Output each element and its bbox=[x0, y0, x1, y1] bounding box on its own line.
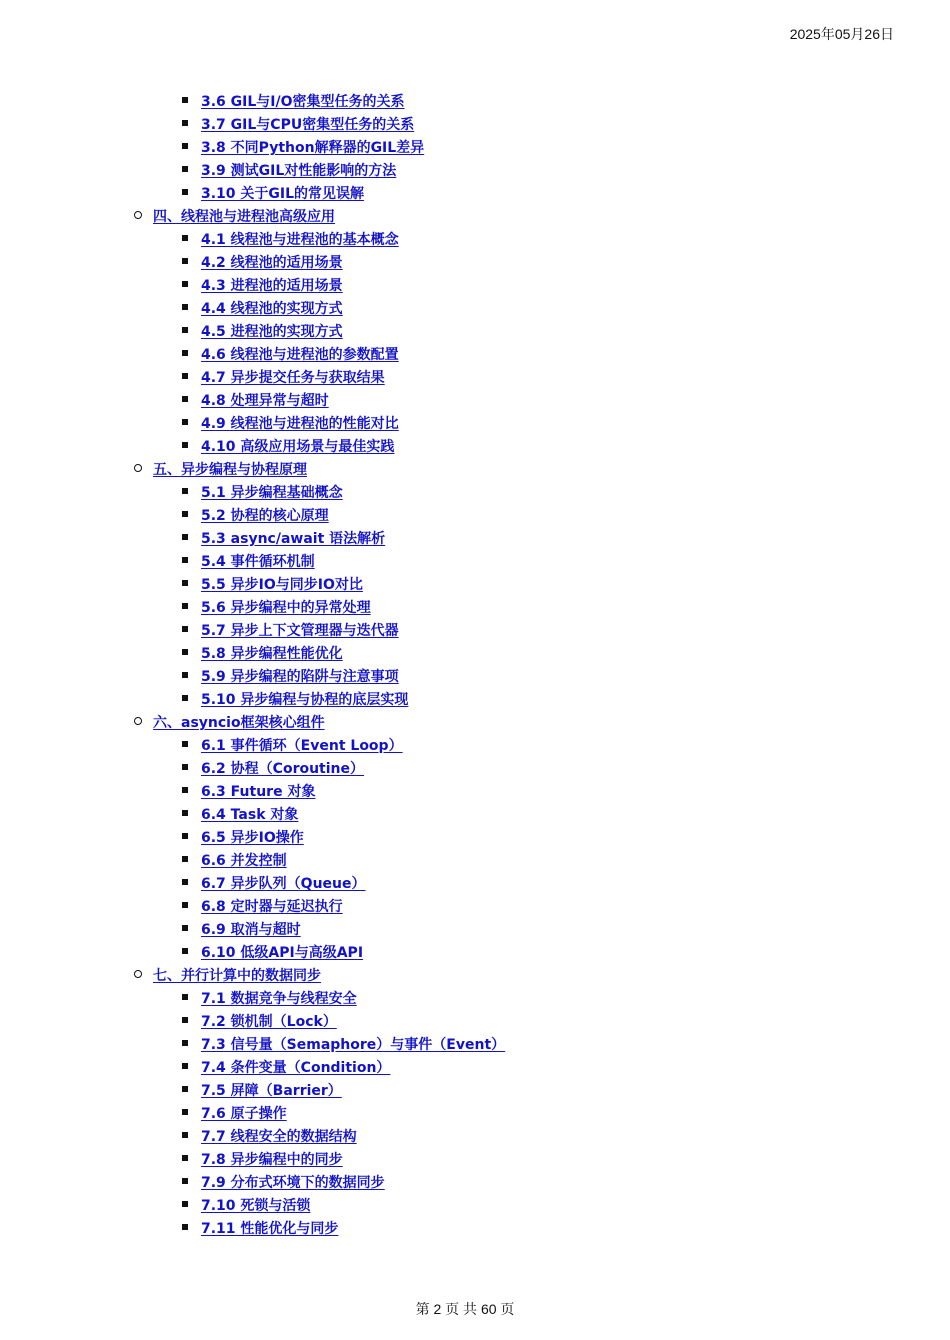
toc-link[interactable]: 5.5 异步IO与同步IO对比 bbox=[201, 577, 363, 593]
toc-subsection-item bbox=[182, 319, 343, 342]
toc-link[interactable]: 四、线程池与进程池高级应用 bbox=[153, 209, 335, 225]
square-bullet-icon bbox=[182, 925, 188, 931]
toc-subsection-item bbox=[182, 917, 301, 940]
toc-subsection-item bbox=[182, 296, 343, 319]
square-bullet-icon bbox=[182, 626, 188, 632]
square-bullet-icon bbox=[182, 649, 188, 655]
toc-link[interactable]: 6.1 事件循环（Event Loop） bbox=[201, 738, 403, 754]
square-bullet-icon bbox=[182, 1178, 188, 1184]
toc-subsection-item bbox=[182, 411, 399, 434]
toc-subsection-item bbox=[182, 273, 343, 296]
toc-subsection-item bbox=[182, 89, 405, 112]
square-bullet-icon bbox=[182, 189, 188, 195]
toc-link[interactable]: 4.8 处理异常与超时 bbox=[201, 393, 329, 409]
toc-subsection-item bbox=[182, 1193, 310, 1216]
toc-link[interactable]: 7.6 原子操作 bbox=[201, 1106, 287, 1122]
square-bullet-icon bbox=[182, 948, 188, 954]
toc-link[interactable]: 7.2 锁机制（Lock） bbox=[201, 1014, 337, 1030]
toc-link[interactable]: 5.9 异步编程的陷阱与注意事项 bbox=[201, 669, 399, 685]
toc-link[interactable]: 4.2 线程池的适用场景 bbox=[201, 255, 343, 271]
toc-subsection-item bbox=[182, 618, 399, 641]
toc-subsection-item bbox=[182, 135, 424, 158]
square-bullet-icon bbox=[182, 695, 188, 701]
toc-link[interactable]: 5.8 异步编程性能优化 bbox=[201, 646, 343, 662]
toc-link[interactable]: 4.10 高级应用场景与最佳实践 bbox=[201, 439, 395, 455]
square-bullet-icon bbox=[182, 1224, 188, 1230]
toc-subsection-item bbox=[182, 342, 399, 365]
toc-link[interactable]: 6.8 定时器与延迟执行 bbox=[201, 899, 343, 915]
toc-subsection-item bbox=[182, 825, 304, 848]
toc-link[interactable]: 7.1 数据竞争与线程安全 bbox=[201, 991, 357, 1007]
toc-subsection-item bbox=[182, 112, 414, 135]
circle-bullet-icon bbox=[134, 211, 142, 219]
toc-link[interactable]: 七、并行计算中的数据同步 bbox=[153, 968, 321, 984]
toc-link[interactable]: 3.8 不同Python解释器的GIL差异 bbox=[201, 140, 425, 156]
toc-subsection-item bbox=[182, 158, 396, 181]
toc-link[interactable]: 7.4 条件变量（Condition） bbox=[201, 1060, 391, 1076]
toc-subsection-item bbox=[182, 894, 343, 917]
square-bullet-icon bbox=[182, 419, 188, 425]
square-bullet-icon bbox=[182, 120, 188, 126]
square-bullet-icon bbox=[182, 1132, 188, 1138]
square-bullet-icon bbox=[182, 603, 188, 609]
toc-subsection-item bbox=[182, 756, 364, 779]
toc-link[interactable]: 4.3 进程池的适用场景 bbox=[201, 278, 343, 294]
toc-subsection-item bbox=[182, 1101, 287, 1124]
toc-link[interactable]: 6.10 低级API与高级API bbox=[201, 945, 364, 961]
square-bullet-icon bbox=[182, 787, 188, 793]
toc-link[interactable]: 7.5 屏障（Barrier） bbox=[201, 1083, 342, 1099]
toc-subsection-item bbox=[182, 480, 343, 503]
toc-link[interactable]: 6.2 协程（Coroutine） bbox=[201, 761, 365, 777]
toc-link[interactable]: 5.4 事件循环机制 bbox=[201, 554, 315, 570]
square-bullet-icon bbox=[182, 373, 188, 379]
toc-subsection-item bbox=[182, 1147, 343, 1170]
toc-link[interactable]: 4.6 线程池与进程池的参数配置 bbox=[201, 347, 399, 363]
toc-subsection-item bbox=[182, 595, 371, 618]
circle-bullet-icon bbox=[134, 717, 142, 725]
header-date: 2025年05月26日 bbox=[789, 26, 894, 42]
toc-subsection-item bbox=[182, 1216, 338, 1239]
square-bullet-icon bbox=[182, 672, 188, 678]
square-bullet-icon bbox=[182, 396, 188, 402]
toc-section-item bbox=[134, 204, 335, 227]
toc-subsection-item bbox=[182, 503, 329, 526]
toc-link[interactable]: 六、asyncio框架核心组件 bbox=[153, 715, 325, 731]
square-bullet-icon bbox=[182, 1017, 188, 1023]
toc-link[interactable]: 3.10 关于GIL的常见误解 bbox=[201, 186, 365, 202]
toc-link[interactable]: 4.1 线程池与进程池的基本概念 bbox=[201, 232, 399, 248]
circle-bullet-icon bbox=[134, 464, 142, 472]
toc-subsection-item bbox=[182, 687, 408, 710]
toc-link[interactable]: 4.5 进程池的实现方式 bbox=[201, 324, 343, 340]
square-bullet-icon bbox=[182, 1040, 188, 1046]
toc-link[interactable]: 5.7 异步上下文管理器与迭代器 bbox=[201, 623, 399, 639]
toc-link[interactable]: 五、异步编程与协程原理 bbox=[153, 462, 307, 478]
toc-link[interactable]: 6.6 并发控制 bbox=[201, 853, 287, 869]
square-bullet-icon bbox=[182, 1155, 188, 1161]
square-bullet-icon bbox=[182, 580, 188, 586]
toc-link[interactable]: 4.7 异步提交任务与获取结果 bbox=[201, 370, 385, 386]
square-bullet-icon bbox=[182, 534, 188, 540]
toc-section-item bbox=[134, 710, 325, 733]
toc-subsection-item bbox=[182, 227, 399, 250]
toc-subsection-item bbox=[182, 526, 385, 549]
toc-link[interactable]: 3.9 测试GIL对性能影响的方法 bbox=[201, 163, 397, 179]
toc-link[interactable]: 7.11 性能优化与同步 bbox=[201, 1221, 339, 1237]
toc-link[interactable]: 5.2 协程的核心原理 bbox=[201, 508, 329, 524]
toc-link[interactable]: 6.4 Task 对象 bbox=[201, 807, 299, 823]
toc-subsection-item bbox=[182, 365, 385, 388]
toc-subsection-item bbox=[182, 549, 315, 572]
square-bullet-icon bbox=[182, 856, 188, 862]
toc-subsection-item bbox=[182, 1078, 342, 1101]
toc-subsection-item bbox=[182, 733, 403, 756]
square-bullet-icon bbox=[182, 327, 188, 333]
toc-link[interactable]: 7.9 分布式环境下的数据同步 bbox=[201, 1175, 385, 1191]
toc-link[interactable]: 6.7 异步队列（Queue） bbox=[201, 876, 366, 892]
toc-link[interactable]: 7.7 线程安全的数据结构 bbox=[201, 1129, 357, 1145]
toc-subsection-item bbox=[182, 986, 357, 1009]
toc-link[interactable]: 7.8 异步编程中的同步 bbox=[201, 1152, 343, 1168]
toc-subsection-item bbox=[182, 181, 364, 204]
square-bullet-icon bbox=[182, 258, 188, 264]
toc-subsection-item bbox=[182, 1032, 505, 1055]
square-bullet-icon bbox=[182, 1063, 188, 1069]
toc-link[interactable]: 4.4 线程池的实现方式 bbox=[201, 301, 343, 317]
toc-subsection-item bbox=[182, 572, 363, 595]
toc-section-item bbox=[134, 963, 321, 986]
toc-subsection-item bbox=[182, 1170, 385, 1193]
toc-subsection-item bbox=[182, 871, 366, 894]
square-bullet-icon bbox=[182, 741, 188, 747]
square-bullet-icon bbox=[182, 442, 188, 448]
toc-link[interactable]: 7.10 死锁与活锁 bbox=[201, 1198, 311, 1214]
square-bullet-icon bbox=[182, 511, 188, 517]
square-bullet-icon bbox=[182, 1201, 188, 1207]
toc-link[interactable]: 5.1 异步编程基础概念 bbox=[201, 485, 343, 501]
square-bullet-icon bbox=[182, 810, 188, 816]
page-number-footer: 第 2 页 共 60 页 bbox=[415, 1301, 515, 1317]
square-bullet-icon bbox=[182, 304, 188, 310]
toc-subsection-item bbox=[182, 641, 343, 664]
toc-link[interactable]: 4.9 线程池与进程池的性能对比 bbox=[201, 416, 399, 432]
square-bullet-icon bbox=[182, 1086, 188, 1092]
toc-subsection-item bbox=[182, 1055, 390, 1078]
toc-link[interactable]: 6.3 Future 对象 bbox=[201, 784, 316, 800]
square-bullet-icon bbox=[182, 97, 188, 103]
square-bullet-icon bbox=[182, 235, 188, 241]
circle-bullet-icon bbox=[134, 970, 142, 978]
square-bullet-icon bbox=[182, 879, 188, 885]
toc-subsection-item bbox=[182, 940, 363, 963]
square-bullet-icon bbox=[182, 281, 188, 287]
square-bullet-icon bbox=[182, 350, 188, 356]
square-bullet-icon bbox=[182, 1109, 188, 1115]
square-bullet-icon bbox=[182, 557, 188, 563]
toc-subsection-item bbox=[182, 848, 287, 871]
toc-subsection-item bbox=[182, 250, 343, 273]
toc-section-item bbox=[134, 457, 307, 480]
square-bullet-icon bbox=[182, 166, 188, 172]
toc-subsection-item bbox=[182, 1009, 337, 1032]
toc-link[interactable]: 7.3 信号量（Semaphore）与事件（Event） bbox=[201, 1037, 506, 1053]
toc-link[interactable]: 3.6 GIL与I/O密集型任务的关系 bbox=[201, 94, 405, 110]
toc-subsection-item bbox=[182, 779, 315, 802]
toc-subsection-item bbox=[182, 1124, 357, 1147]
toc-link[interactable]: 5.6 异步编程中的异常处理 bbox=[201, 600, 371, 616]
toc-link[interactable]: 6.5 异步IO操作 bbox=[201, 830, 304, 846]
square-bullet-icon bbox=[182, 488, 188, 494]
square-bullet-icon bbox=[182, 764, 188, 770]
toc-subsection-item bbox=[182, 388, 329, 411]
toc-link[interactable]: 5.10 异步编程与协程的底层实现 bbox=[201, 692, 409, 708]
toc-subsection-item bbox=[182, 802, 298, 825]
square-bullet-icon bbox=[182, 902, 188, 908]
square-bullet-icon bbox=[182, 833, 188, 839]
square-bullet-icon bbox=[182, 994, 188, 1000]
toc-link[interactable]: 3.7 GIL与CPU密集型任务的关系 bbox=[201, 117, 415, 133]
toc-subsection-item bbox=[182, 434, 394, 457]
toc-link[interactable]: 6.9 取消与超时 bbox=[201, 922, 301, 938]
square-bullet-icon bbox=[182, 143, 188, 149]
toc-subsection-item bbox=[182, 664, 399, 687]
toc-link[interactable]: 5.3 async/await 语法解析 bbox=[201, 531, 386, 547]
